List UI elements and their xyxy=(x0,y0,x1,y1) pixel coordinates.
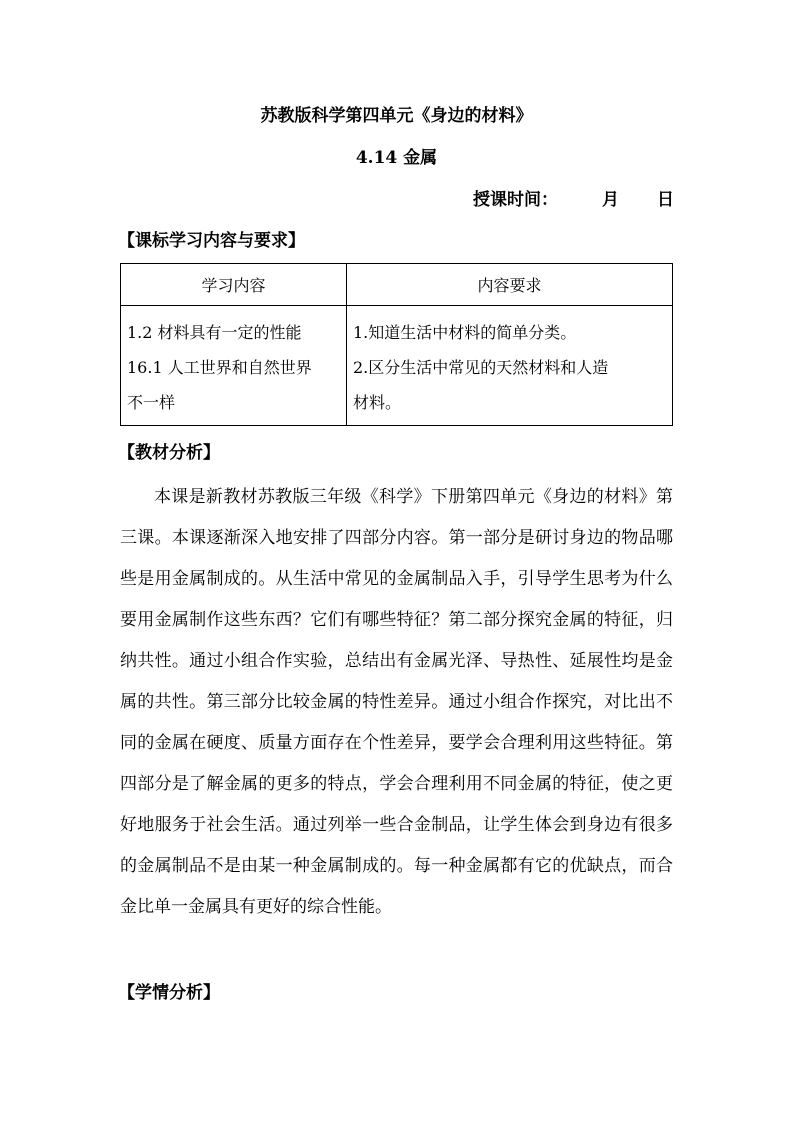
requirement-cell xyxy=(347,306,673,426)
requirement-line: 材料。 xyxy=(353,393,402,412)
textbook-analysis-paragraph: 本课是新教材苏教版三年级《科学》下册第四单元《身边的材料》第三课。本课逐渐深入地安排了四部分内容。第一部分是研讨身边的物品哪些是用金属制成的。从生活中常见的金属制品入手，引导学生思考为什么要用金属制作这些东西？它们有哪些特征？第二部分探究金属的特征，归纳共性。通过小组合作实验，总结出有金属光泽、导热性、延展性均是金属的共性。第三部分比较金属的特性差异。通过小组合作探究，对比出不同的金属在硬度、质量方面存在个性差异，要学会合理利用这些特征。第四部分是了解金属的更多的特点，学会合理利用不同金属的特征，使之更好地服务于社会生活。通过列举一些合金制品，让学生体会到身边有很多的金属制品不是由某一种金属制成的。每一种金属都有它的优缺点，而合金比单一金属具有更好的综合性能。 xyxy=(120,487,673,917)
document-title: 苏教版科学第四单元《身边的材料》 xyxy=(260,106,533,126)
standards-table xyxy=(120,263,673,426)
standards-heading: 【课标学习内容与要求】 xyxy=(118,231,305,251)
table-row xyxy=(121,306,673,426)
table-header-row xyxy=(121,264,673,306)
day-label: 日 xyxy=(657,190,674,210)
teaching-date-line xyxy=(473,188,674,212)
requirement-line: 2.区分生活中常见的天然材料和人造 xyxy=(353,358,609,377)
column-header-requirements: 内容要求 xyxy=(347,264,673,306)
column-header-content: 学习内容 xyxy=(121,264,347,306)
content-line: 1.2 材料具有一定的性能 xyxy=(127,323,302,342)
lesson-title: 4.14 金属 xyxy=(355,148,438,168)
student-analysis-heading: 【学情分析】 xyxy=(118,983,220,1003)
content-cell xyxy=(121,306,347,426)
content-line: 不一样 xyxy=(127,393,176,412)
requirement-line: 1.知道生活中材料的简单分类。 xyxy=(353,323,577,342)
textbook-analysis-heading: 【教材分析】 xyxy=(118,443,220,463)
date-label: 授课时间： xyxy=(473,190,558,210)
month-label: 月 xyxy=(602,190,619,210)
content-line: 16.1 人工世界和自然世界 xyxy=(127,358,312,377)
